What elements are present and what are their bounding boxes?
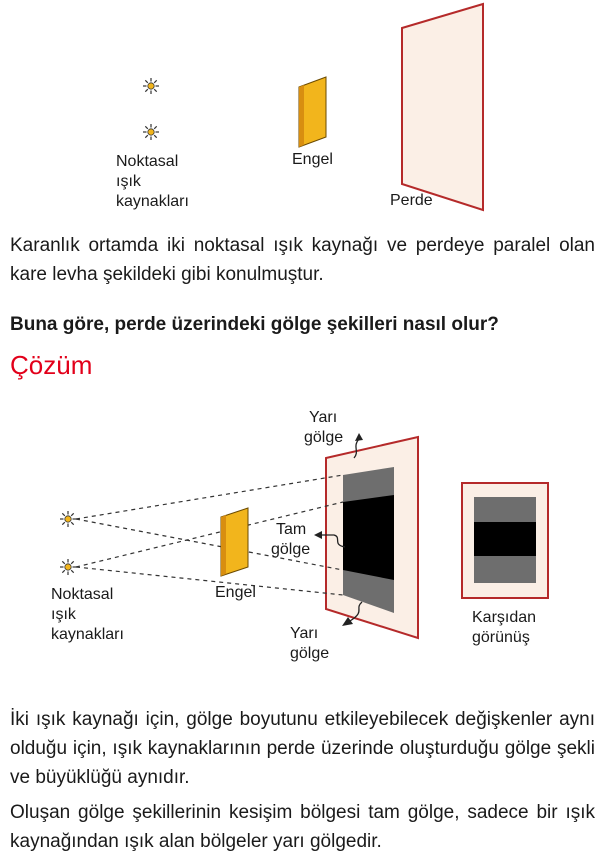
light-source-icon [60, 511, 76, 527]
sources-label-line3: kaynakları [116, 193, 189, 210]
arrow-icon [342, 617, 353, 626]
light-source-icon [60, 559, 76, 575]
light-source-icon [143, 78, 159, 94]
problem-figure [0, 0, 605, 220]
full-shadow-label-2: gölge [271, 541, 311, 558]
front-view-label-1: Karşıdan [472, 609, 537, 626]
half-shadow-bottom-label-1: Yarı [290, 625, 319, 642]
sources-label-line1: Noktasal [116, 153, 179, 170]
half-shadow-top-label-1: Yarı [309, 409, 338, 426]
obstacle-plate [299, 77, 326, 147]
obstacle-label: Engel [292, 151, 333, 168]
solution-heading: Çözüm [10, 350, 93, 380]
screen-panel [402, 4, 483, 210]
half-shadow-top-label-2: gölge [304, 429, 344, 446]
front-view-label-2: görünüş [472, 629, 530, 646]
problem-text: Karanlık ortamda iki noktasal ışık kaynağı ve perdeye paralel olan kare levha şekildeki gibi konulmuştur. [10, 235, 595, 285]
full-shadow-label-1: Tam [276, 521, 307, 538]
obstacle-label: Engel [215, 584, 256, 601]
solution-paragraph-2: Oluşan gölge şekillerinin kesişim bölgesi tam gölge, sadece bir ışık kaynağından ışık alan bölgeler yarı gölgedir. [10, 802, 595, 852]
full-shadow-region [343, 495, 394, 580]
sources-label-line2: ışık [51, 606, 76, 623]
screen-label: Perde [390, 192, 433, 209]
light-source-icon [143, 124, 159, 140]
arrow-icon [355, 433, 363, 441]
obstacle-plate [221, 508, 248, 576]
half-shadow-bottom-label-2: gölge [290, 645, 330, 662]
sources-label-line2: ışık [116, 173, 141, 190]
arrow-icon [314, 531, 322, 539]
sources-label-line3: kaynakları [51, 626, 124, 643]
front-view-full-shadow [474, 522, 536, 556]
solution-paragraph-1: İki ışık kaynağı için, gölge boyutunu etkileyebilecek değişkenler aynı olduğu için, ışık kaynaklarının perde üzerinde oluşturduğu gölge şekli ve büyüklüğü aynıdır. [10, 709, 595, 788]
solution-figure [0, 395, 605, 695]
problem-question: Buna göre, perde üzerindeki gölge şekilleri nasıl olur? [10, 314, 499, 335]
sources-label-line1: Noktasal [51, 586, 114, 603]
